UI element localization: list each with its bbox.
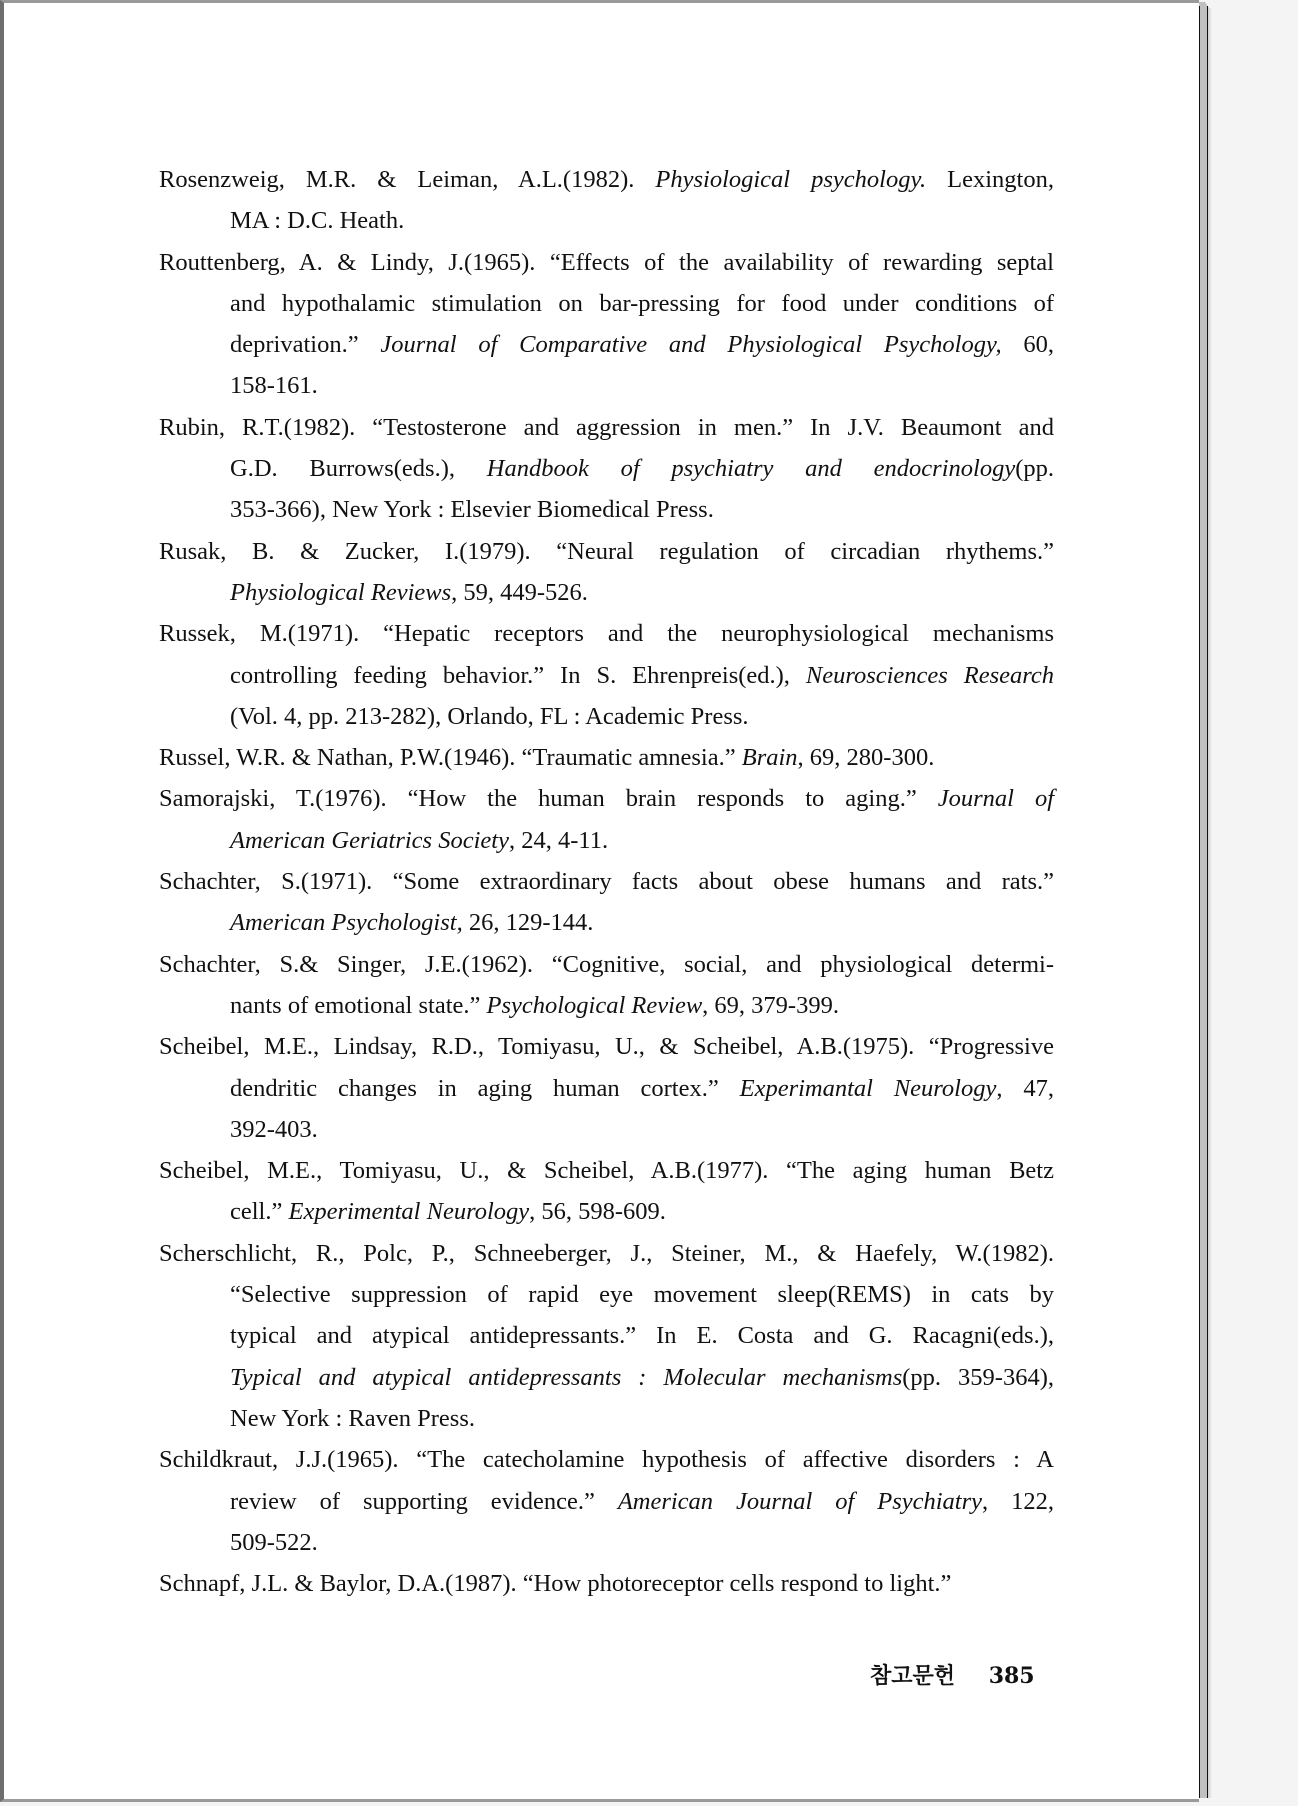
reference-text: , 24, 4-11. [508,826,609,854]
reference-text: , 69, 379-399. [702,991,839,1019]
reference-text: (Vol. 4, pp. 213-282), Orlando, FL : Academic Press. [230,702,749,730]
reference-text: typical and atypical antidepressants.” In E. Costa and G. Racagni(eds.), [230,1322,1054,1350]
reference-entry [159,944,1054,1027]
reference-first-line [159,1563,1054,1604]
reference-continuation-line [230,1522,1054,1563]
reference-text: Lexington, [926,166,1054,193]
reference-title-italic: Brain [741,744,798,772]
reference-text: Schnapf, J.L. & Baylor, D.A.(1987). “How photoreceptor cells respond to light.” [159,1570,952,1598]
reference-text: , 47, [996,1074,1054,1102]
reference-entry [159,1439,1054,1563]
reference-entry [159,613,1054,737]
reference-text: dendritic changes in aging human cortex.” [230,1074,740,1102]
reference-first-line [159,778,1054,819]
reference-text: 392-403. [230,1115,318,1143]
reference-continuation-line [230,283,1054,324]
reference-text: Schachter, S.(1971). “Some extraordinary facts about obese humans and rats.” [159,868,1054,896]
reference-text: nants of emotional state.” [230,991,487,1019]
reference-text: Schildkraut, J.J.(1965). “The catecholamine hypothesis of affective disorders : A [159,1446,1054,1474]
reference-continuation-line [230,1315,1054,1356]
reference-title-italic: Neurosciences Research [805,661,1054,689]
reference-text: review of supporting evidence.” [230,1487,618,1515]
reference-title-italic: American Geriatrics Society [230,826,509,854]
page-edge [1199,6,1208,1798]
reference-title-italic: Typical and atypical antidepressants : Molecular mechanisms [230,1363,903,1391]
reference-continuation-line [230,985,1054,1026]
reference-text: , 56, 598-609. [529,1198,666,1226]
footer-section-title: 참고문헌 [870,1664,956,1689]
reference-first-line [159,242,1054,283]
reference-text: 60, [1001,331,1055,359]
reference-text: Scheibel, M.E., Tomiyasu, U., & Scheibel, A.B.(1977). “The aging human Betz [159,1157,1054,1185]
reference-entry [159,778,1054,861]
reference-continuation-line [230,1274,1054,1315]
reference-entry [159,407,1054,531]
reference-title-italic: Physiological Reviews [230,578,452,606]
reference-entry [159,861,1054,944]
page-number: 385 [988,1663,1035,1689]
reference-entry [159,242,1054,407]
reference-title-italic: Physiological psychology. [655,166,927,193]
reference-text: (pp. 359-364), [902,1363,1054,1391]
reference-continuation-line [230,1481,1054,1522]
reference-first-line [159,1026,1054,1067]
reference-text: Russek, M.(1971). “Hepatic receptors and the neurophysiological mechanisms [159,620,1054,648]
reference-text: 158-161. [230,372,318,400]
reference-first-line [159,1150,1054,1191]
page-shadow [1208,8,1212,1798]
reference-continuation-line [230,1068,1054,1109]
reference-first-line [159,944,1054,985]
reference-text: Russel, W.R. & Nathan, P.W.(1946). “Traumatic amnesia.” [159,744,742,772]
reference-text: , 122, [982,1487,1055,1515]
reference-continuation-line [230,820,1054,861]
reference-entry [159,737,1054,778]
reference-continuation-line [230,1191,1054,1232]
reference-text: Rosenzweig, M.R. & Leiman, A.L.(1982). [159,166,656,193]
reference-text: MA : D.C. Heath. [230,207,405,235]
reference-text: cell.” [230,1198,289,1226]
reference-text: Scheibel, M.E., Lindsay, R.D., Tomiyasu, U., & Scheibel, A.B.(1975). “Progressive [159,1033,1054,1061]
reference-title-italic: American Psychologist, [230,909,463,937]
reference-text: deprivation.” [230,331,381,359]
reference-text: 26, 129-144. [462,909,594,937]
reference-text: controlling feeding behavior.” In S. Ehrenpreis(ed.), [230,661,806,689]
reference-entry [159,1150,1054,1233]
reference-first-line [159,531,1054,572]
reference-continuation-line [230,489,1054,530]
reference-title-italic: American Journal of Psychiatry [617,1487,983,1515]
reference-entry [159,1026,1054,1150]
reference-text: New York : Raven Press. [230,1404,475,1432]
reference-continuation-line [230,572,1054,613]
reference-text: Scherschlicht, R., Polc, P., Schneeberger, J., Steiner, M., & Haefely, W.(1982). [159,1239,1054,1267]
reference-first-line [159,861,1054,902]
reference-continuation-line [230,365,1054,406]
reference-continuation-line [230,655,1054,696]
reference-title-italic: Psychological Review [486,991,703,1019]
reference-first-line [159,407,1054,448]
reference-first-line [159,1233,1054,1274]
reference-text: Rubin, R.T.(1982). “Testosterone and aggression in men.” In J.V. Beaumont and [159,413,1054,441]
reference-title-italic: Handbook of psychiatry and endocrinology [486,455,1016,483]
reference-text: and hypothalamic stimulation on bar-pressing for food under conditions of [230,289,1054,317]
reference-continuation-line [230,324,1054,365]
reference-continuation-line [230,696,1054,737]
reference-text: Schachter, S.& Singer, J.E.(1962). “Cognitive, social, and physiological determi- [159,950,1054,978]
reference-entry [159,1563,1054,1604]
reference-continuation-line [230,1357,1054,1398]
reference-entry [159,159,1054,242]
reference-text: Samorajski, T.(1976). “How the human brain responds to aging.” [159,785,938,813]
reference-title-italic: Experimental Neurology [288,1198,530,1226]
reference-title-italic: Journal of Comparative and Physiological Psychology, [380,331,1002,359]
reference-continuation-line [230,448,1054,489]
page-footer [870,1659,1035,1690]
reference-title-italic: Experimantal Neurology [739,1074,997,1102]
reference-entry [159,1233,1054,1439]
reference-text: Rusak, B. & Zucker, I.(1979). “Neural regulation of circadian rhythems.” [159,537,1054,565]
reference-continuation-line [230,200,1054,241]
reference-first-line [159,737,1054,778]
reference-text: , 69, 280-300. [797,744,935,772]
reference-continuation-line [230,1109,1054,1150]
reference-first-line [159,159,1054,200]
reference-first-line [159,613,1054,654]
reference-list [159,159,1054,1604]
reference-title-italic: Journal of [937,785,1054,813]
reference-text: (pp. [1015,455,1054,483]
reference-text: Routtenberg, A. & Lindy, J.(1965). “Effects of the availability of rewarding septal [159,248,1054,276]
reference-text: “Selective suppression of rapid eye movement sleep(REMS) in cats by [230,1281,1054,1309]
reference-entry [159,531,1054,614]
reference-continuation-line [230,902,1054,943]
reference-first-line [159,1439,1054,1480]
reference-text: 353-366), New York : Elsevier Biomedical Press. [230,496,714,524]
reference-continuation-line [230,1398,1054,1439]
reference-text: G.D. Burrows(eds.), [230,455,487,483]
reference-text: , 59, 449-526. [451,578,588,606]
reference-text: 509-522. [230,1528,318,1556]
